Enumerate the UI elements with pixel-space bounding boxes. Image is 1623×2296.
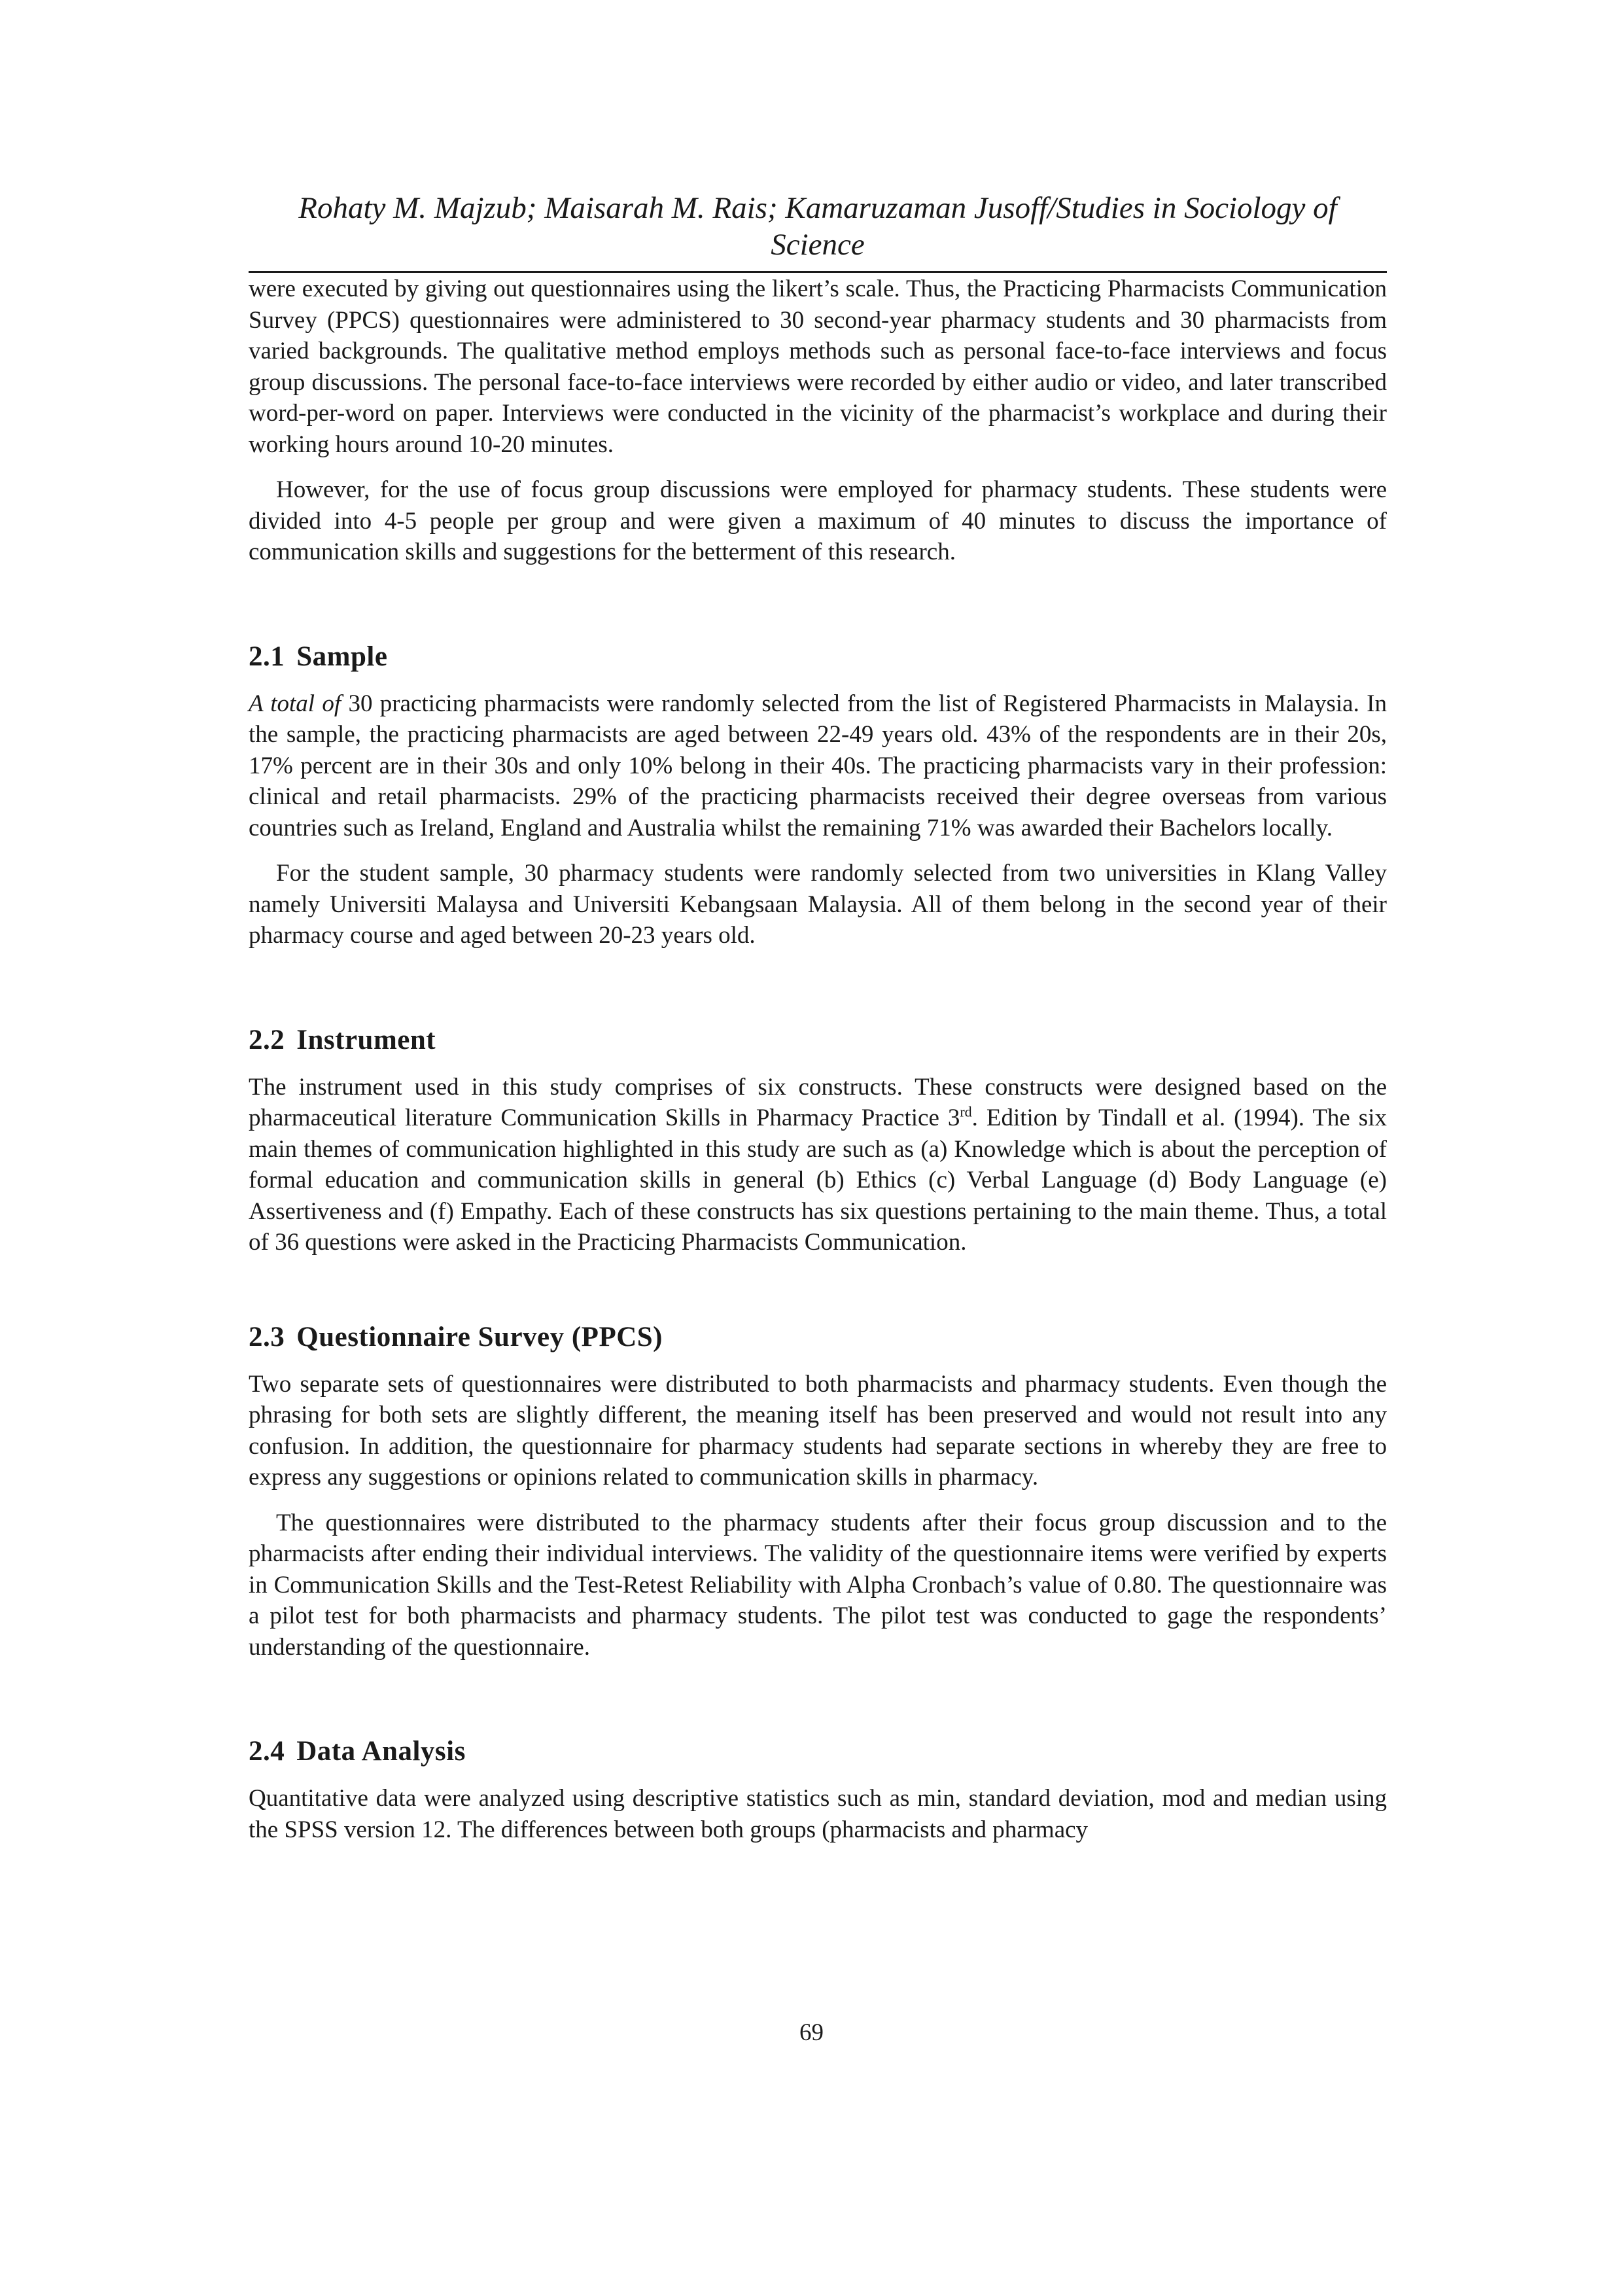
analysis-paragraph-1: Quantitative data were analyzed using descriptive statistics such as min, standard deviation, mod and median using the SPSS version 12. The differences between both groups (pharmacists and pharmacy xyxy=(249,1785,1387,1843)
sample-paragraph-1-text: 30 practicing pharmacists were randomly selected from the list of Registered Pharmacists in Malaysia. In the sample, the practicing pharmacists are aged between 22-49 years old. 43% of the respondents are in their 20s, 17% percent are in their 30s and only 10% belong in their 40s. The practicing pharmacists vary in their profession: clinical and retail pharmacists. 29% of the practicing pharmacists received their degree overseas from various countries such as Ireland, England and Australia whilst the remaining 71% was awarded their Bachelors locally. xyxy=(249,690,1387,841)
instrument-paragraph-1 xyxy=(249,1072,1387,1258)
running-header: Rohaty M. Majzub; Maisarah M. Rais; Kamaruzaman Jusoff/Studies in Sociology of Science xyxy=(298,191,1337,262)
section-heading-analysis xyxy=(249,1735,1387,1769)
sample-paragraph-1 xyxy=(249,688,1387,844)
article-body xyxy=(249,274,1387,1860)
section-title: Sample xyxy=(296,641,388,672)
superscript: rd xyxy=(960,1103,972,1120)
page-number: 69 xyxy=(799,2019,824,2046)
ppcs-paragraph-1: Two separate sets of questionnaires were distributed to both pharmacists and pharmacy students. Even though the phrasing for both sets are slightly different, the meaning itself has been preserved and would not result into any confusion. In addition, the questionnaire for pharmacy students had separate sections in whereby they are free to express any suggestions or opinions related to communication skills in pharmacy. xyxy=(249,1370,1387,1491)
italic-lead: A total of xyxy=(249,690,341,717)
header-rule xyxy=(249,271,1387,273)
section-title: Data Analysis xyxy=(296,1736,466,1767)
section-number: 2.1 xyxy=(249,641,285,672)
section-title: Instrument xyxy=(296,1024,436,1055)
intro-paragraph-2: However, for the use of focus group discussions were employed for pharmacy students. These students were divided into 4-5 people per group and were given a maximum of 40 minutes to discuss the importance of communication skills and suggestions for the betterment of this research. xyxy=(249,476,1387,565)
ppcs-paragraph-2: The questionnaires were distributed to the pharmacy students after their focus group discussion and to the pharmacists after ending their individual interviews. The validity of the questionnaire items were verified by experts in Communication Skills and the Test-Retest Reliability with Alpha Cronbach’s value of 0.80. The questionnaire was a pilot test for both pharmacists and pharmacy students. The pilot test was conducted to gage the respondents’ understanding of the questionnaire. xyxy=(249,1509,1387,1661)
section-heading-ppcs xyxy=(249,1320,1387,1354)
section-number: 2.3 xyxy=(249,1321,285,1352)
section-number: 2.4 xyxy=(249,1736,285,1767)
instrument-text-b: . Edition by Tindall et al. (1994). The six main themes of communication highlighted in this study are such as (a) Knowledge which is about the perception of formal education and communication skills in general (b) Ethics (c) Verbal Language (d) Body Language (e) Assertiveness and (f) Empathy. Each of these constructs has six questions pertaining to the main theme. Thus, a total of 36 questions were asked in the Practicing Pharmacists Communication. xyxy=(249,1104,1387,1256)
section-title: Questionnaire Survey (PPCS) xyxy=(296,1321,663,1352)
section-number: 2.2 xyxy=(249,1024,285,1055)
intro-paragraph-1: were executed by giving out questionnaires using the likert’s scale. Thus, the Practicing Pharmacists Communication Survey (PPCS) questionnaires were administered to 30 second-year pharmacy students and 30 pharmacists from varied backgrounds. The qualitative method employs methods such as personal face-to-face interviews and focus group discussions. The personal face-to-face interviews were recorded by either audio or video, and later transcribed word-per-word on paper. Interviews were conducted in the vicinity of the pharmacist’s workplace and during their working hours around 10-20 minutes. xyxy=(249,275,1387,458)
section-heading-sample xyxy=(249,640,1387,674)
instrument-text-a: The instrument used in this study comprises of six constructs. These constructs were designed based on the pharmaceutical literature Communication Skills in Pharmacy Practice 3 xyxy=(249,1073,1387,1131)
section-heading-instrument xyxy=(249,1023,1387,1057)
sample-paragraph-2: For the student sample, 30 pharmacy students were randomly selected from two universities in Klang Valley namely Universiti Malaysa and Universiti Kebangsaan Malaysia. All of them belong in the second year of their pharmacy course and aged between 20-23 years old. xyxy=(249,860,1387,949)
